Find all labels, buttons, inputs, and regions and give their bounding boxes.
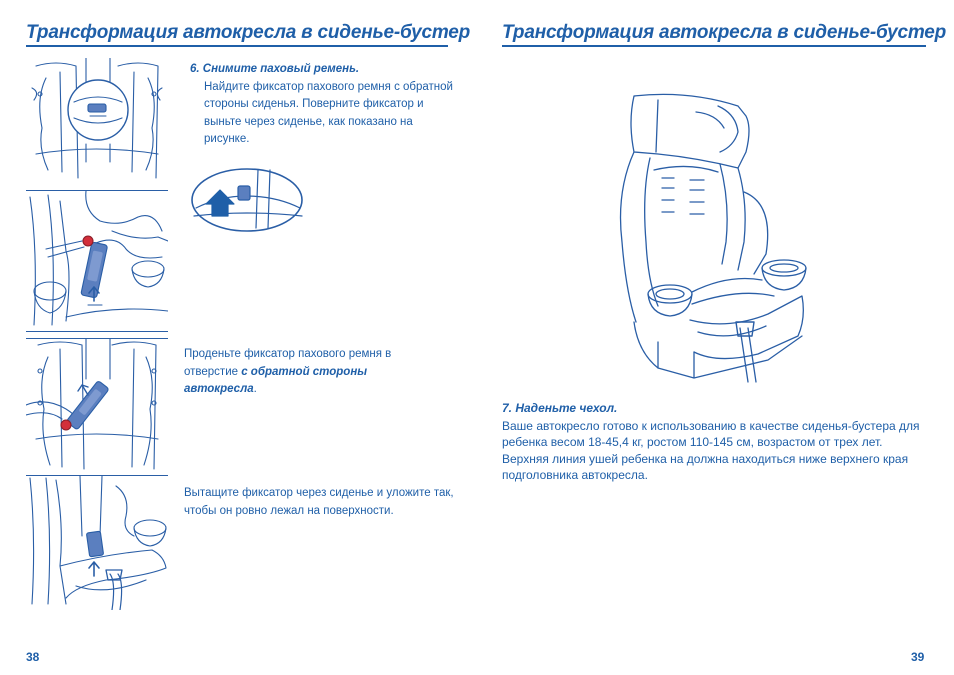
step6-block xyxy=(190,61,460,149)
step7-block xyxy=(502,400,932,484)
right-page-title: Трансформация автокресла в сиденье-бустер xyxy=(502,22,947,43)
left-page-title: Трансформация автокресла в сиденье-бустер xyxy=(26,22,471,43)
figure-seat-back-lens xyxy=(26,58,168,182)
step6-heading: 6. Снимите паховый ремень. xyxy=(190,63,360,75)
instruction-lay-flat xyxy=(184,485,454,520)
step7-heading: 7. Наденьте чехол. xyxy=(502,401,618,415)
instruction-lay-flat-text: Вытащите фиксатор через сиденье и уложите так, чтобы он ровно лежал на поверхности. xyxy=(184,487,454,517)
left-page-number: 38 xyxy=(26,650,40,664)
figure-booster-seat xyxy=(598,92,812,384)
instruction-thread-text: Проденьте фиксатор пахового ремня в отверстие xyxy=(184,348,392,378)
step6-body: Найдите фиксатор пахового ремня с обратной стороны сиденья. Поверните фиксатор и выньте через сиденье, как показано на рисунке. xyxy=(204,80,453,145)
figure-callout-rotate xyxy=(190,166,306,236)
left-title-rule xyxy=(26,45,448,47)
right-page-number: 39 xyxy=(911,650,925,664)
instruction-thread xyxy=(184,346,434,399)
figure-thread-buckle xyxy=(26,338,168,476)
figure-buckle-flat xyxy=(26,476,168,610)
instruction-thread-end: . xyxy=(253,383,257,395)
instruction-thread-emphasis: с обратной стороны автокресла xyxy=(184,365,368,395)
figure-rotate-buckle xyxy=(26,190,168,332)
right-title-rule xyxy=(502,45,926,47)
step7-body: Ваше автокресло готово к использованию в качестве сиденья-бустера для ребенка весом 18-45,4 кг, ростом 110-145 см, возрастом от трех лет. Верхняя линия ушей ребенка на должна находиться ниже верхнего края подголовника автокресла. xyxy=(502,418,920,482)
